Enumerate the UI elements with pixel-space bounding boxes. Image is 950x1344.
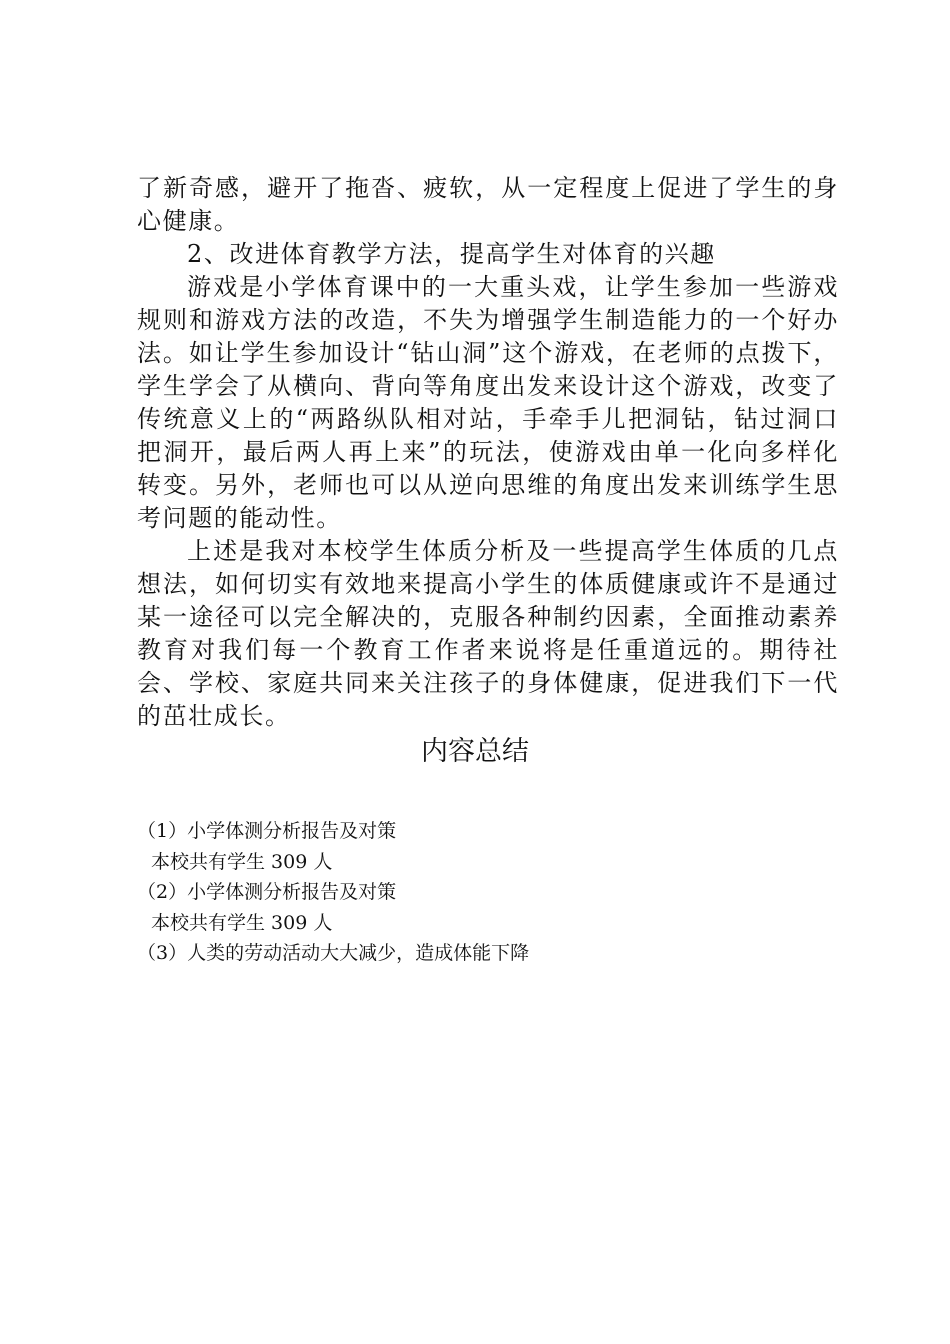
- summary-item: 本校共有学生 309 人: [151, 850, 333, 873]
- summary-item: （3）人类的劳动活动大大减少，造成体能下降: [137, 942, 530, 964]
- summary-item: （1）小学体测分析报告及对策: [137, 820, 397, 842]
- section-heading-2: 2、改进体育教学方法，提高学生对体育的兴趣: [187, 240, 716, 268]
- paragraph-conclusion: 上述是我对本校学生体质分析及一些提高学生体质的几点想法，如何切实有效地来提高小学生的体质健康或许不是通过某一途径可以完全解决的，克服各种制约因素，全面推动素养教育对我们每一个教育工作者来说将是任重道远的。期待社会、学校、家庭共同来关注孩子的身体健康，促进我们下一代的茁壮成长。: [137, 537, 839, 730]
- paragraph-games: 游戏是小学体育课中的一大重头戏，让学生参加一些游戏规则和游戏方法的改造，不失为增强学生制造能力的一个好办法。如让学生参加设计“钻山洞”这个游戏，在老师的点拨下，学生学会了从横向、背向等角度出发来设计这个游戏，改变了传统意义上的“两路纵队相对站，手牵手儿把洞钻，钻过洞口把洞开，最后两人再上来”的玩法，使游戏由单一化向多样化转变。另外，老师也可以从逆向思维的角度出发来训练学生思考问题的能动性。: [137, 273, 839, 532]
- summary-item: 本校共有学生 309 人: [151, 911, 333, 934]
- paragraph-continuation: 了新奇感，避开了拖沓、疲软，从一定程度上促进了学生的身心健康。: [137, 174, 839, 235]
- summary-item: （2）小学体测分析报告及对策: [137, 881, 397, 903]
- summary-title: 内容总结: [421, 736, 529, 767]
- body-text: [137, 172, 839, 733]
- summary-list: [137, 816, 837, 969]
